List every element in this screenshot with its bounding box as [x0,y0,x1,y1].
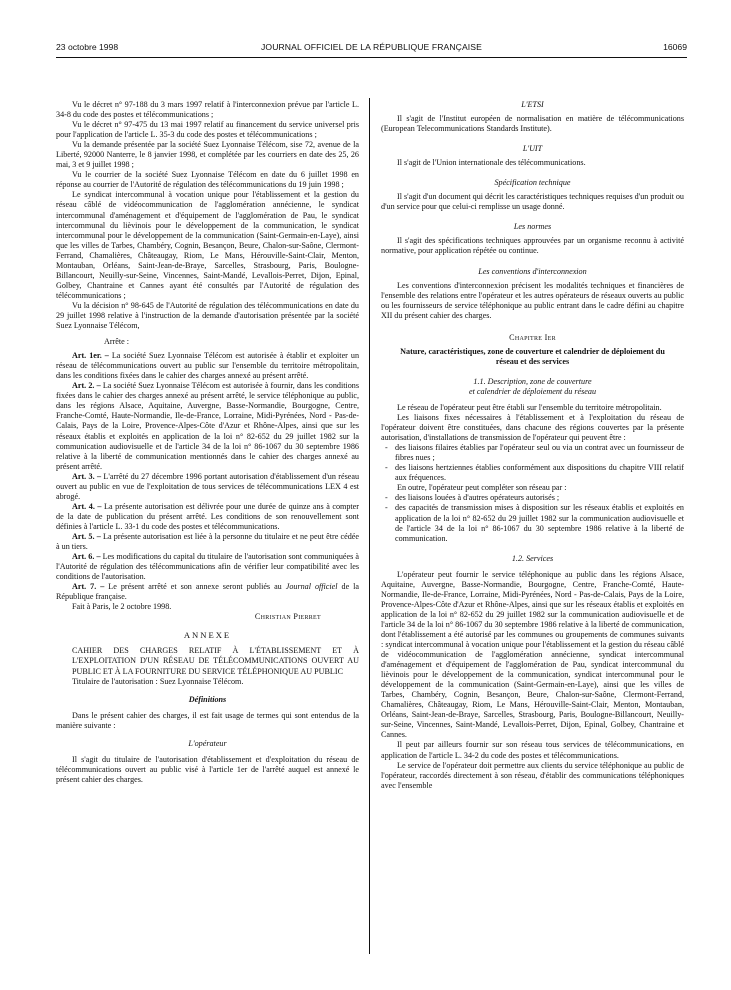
section-1-1-heading-line1: 1.1. Description, zone de couverture [473,376,592,386]
operateur-definition: Il s'agit du titulaire de l'autorisation d'établissement et d'exploitation du réseau de télécommunications ouvert au public visé à l'article 1er de l'arrêté auquel est annexé le présent cahier des charges. [56,754,359,784]
visa-paragraph: Vu la demande présentée par la société Suez Lyonnaise Télécom, sise 72, avenue de la Liberté, 92000 Nanterre, le 8 janvier 1998, et complétée par les courriers en date des 25, 26 mai, 3 et 9 juillet 1998 ; [56,140,359,170]
specification-definition: Il s'agit d'un document qui décrit les caractéristiques techniques requises d'un produit ou d'un service pour que celui-ci remplisse un usage donné. [381,192,684,212]
article-text: La présente autorisation est liée à la personne du titulaire et ne peut être cédée à un tiers. [56,531,359,552]
article-label: Art. 4. – [72,501,102,511]
article-2 [56,381,359,471]
section-1-2-heading: 1.2. Services [511,553,554,563]
column-divider [369,98,370,954]
header-page-number: 16069 [663,42,687,52]
uit-definition: Il s'agit de l'Union internationale des télécommunications. [397,158,586,168]
article-text: Les modifications du capital du titulaire de l'autorisation sont communiquées à l'Autorité de régulation des télécommunications afin de vérifier leur compatibilité avec les conditions de l'autorisation. [56,552,359,582]
cahier-des-charges-title: CAHIER DES CHARGES RELATIF À L'ÉTABLISSEMENT ET À L'EXPLOITATION D'UN RÉSEAU DE TÉLÉCOMMUNICATIONS OUVERT AU PUBLIC ET À LA FOURNITURE DU SERVICE TÉLÉPHONIQUE AU PUBLIC [72,646,359,676]
liaisons-list [381,443,684,483]
article-label: Art. 1er. – [72,351,109,361]
complements-list [381,493,684,543]
arrete-heading: Arrête : [104,337,130,347]
definitions-heading: Définitions [188,694,227,704]
list-item: - des liaisons hertziennes établies conformément aux dispositions du chapitre VIII relatif aux fréquences. [381,463,684,483]
etsi-definition: Il s'agit de l'Institut européen de normalisation en matière de télécommunications (European Telecommunications Standards Institute). [381,114,684,134]
section-1-1-heading-line2: et calendrier de déploiement du réseau [468,386,597,396]
visa-paragraph: Vu le décret n° 97-475 du 13 mai 1997 relatif au financement du service universel pris pour l'application de l'article L. 35-3 du code des postes et télécommunications ; [56,120,359,140]
body-paragraph: Les liaisons fixes nécessaires à l'établissement et à l'exploitation du réseau de l'opérateur doivent être constituées, dans chacune des régions couvertes par la présente autorisation, d'installations de transmission de l'opérateur qui peuvent être : [381,413,684,443]
etsi-heading: L'ETSI [521,100,544,109]
annexe-heading: ANNEXE [183,630,232,641]
article-text: L'arrêté du 27 décembre 1996 portant autorisation d'établissement d'un réseau ouvert au public en vue de l'exploitation de tous services de télécommunications LEX 4 est abrogé. [56,471,360,501]
body-paragraph: Le réseau de l'opérateur peut être établi sur l'ensemble du territoire métropolitain. [397,402,662,412]
conventions-definition: Les conventions d'interconnexion précisent les modalités techniques et financières de l'ensemble des relations entre l'opérateur et les autres opérateurs de réseaux ouverts au public ou les fournisseurs de service téléphonique au public entrant dans le cadre défini au chapitre XII du présent cahier des charges. [381,280,684,320]
signature: Christian Pierret [254,612,321,622]
fait-a-paris: Fait à Paris, le 2 octobre 1998. [72,602,172,612]
chapitre-heading: Chapitre Ier [509,332,556,342]
list-item: - des capacités de transmission mises à disposition sur les réseaux établis et exploités en application de la loi n° 82-652 du 29 juillet 1982 sur la communication audiovisuelle et de l'article 34 de la loi n° 86-1067 du 30 septembre 1986 relative à la liberté de communication. [381,503,684,543]
journal-officiel-italic: Journal officiel [285,582,338,592]
normes-heading: Les normes [513,222,552,232]
article-text: Le présent arrêté et son annexe seront publiés au [108,582,286,592]
article-text: La société Suez Lyonnaise Télécom est autorisée à fournir, dans les conditions fixées dans le cahier des charges annexé au présent arrêté, le service téléphonique au public, dans les régions Alsace, Aquitaine, Auvergne, Basse-Normandie, Bourgogne, Centre, Franche-Comté, Haute-Normandie, Ile-de-France, Lorraine, Midi-Pyrénées, Nord - Pas-de-Calais, Pays de la Loire, Provence-Alpes-Côte d'Azur et Rhône-Alpes, ainsi que sur les réseaux établis et exploités en application de la loi n° 82-652 du 29 juillet 1982 sur la communication audiovisuelle et de l'article 34 de la loi n° 86-1067 du 30 septembre 1986 relative à la liberté de communication mentionnés dans le cahier des charges annexé au présent arrêté. [56,381,360,471]
article-3 [56,472,359,502]
article-5 [56,532,359,552]
article-text: de la République française. [56,582,360,602]
article-label: Art. 7. – [72,582,105,592]
body-paragraph: En outre, l'opérateur peut compléter son réseau par : [397,483,567,493]
conventions-heading: Les conventions d'interconnexion [478,266,587,276]
visa-paragraph: Vu la décision n° 98-645 de l'Autorité de régulation des télécommunications en date du 29 juillet 1998 relative à l'instruction de la demande d'autorisation présentée par la société Suez Lyonnaise Télécom, [56,300,359,331]
body-paragraph: Le service de l'opérateur doit permettre aux clients du service téléphonique au public de l'opérateur, raccordés directement à son réseau, d'établir des communications téléphoniques avec l'ensemble [381,760,684,790]
uit-heading: L'UIT [522,144,543,154]
article-1 [56,351,359,381]
normes-definition: Il s'agit des spécifications techniques approuvées par un organisme reconnu à activité normative, pour application répétée ou continue. [381,236,684,256]
article-7 [56,582,359,602]
operateur-heading: L'opérateur [188,738,227,748]
titulaire-line: Titulaire de l'autorisation : Suez Lyonnaise Télécom. [72,676,244,686]
visa-paragraph: Vu le courrier de la société Suez Lyonnaise Télécom en date du 6 juillet 1998 en réponse au courrier de l'Autorité de régulation des télécommunications du 19 juin 1998 ; [56,170,359,190]
article-6 [56,552,359,582]
list-item: - des liaisons louées à d'autres opérateurs autorisés ; [381,493,684,503]
article-text: La présente autorisation est délivrée pour une durée de quinze ans à compter de la date de publication du présent arrêté. Les conditions de son renouvellement sont définies à l'article L. 33-1 du code des postes et télécommunications. [56,501,359,531]
article-label: Art. 5. – [72,531,101,541]
article-4 [56,502,359,532]
article-label: Art. 3. – [72,471,102,481]
page-header [56,40,687,56]
left-column [56,100,359,785]
header-journal-title: JOURNAL OFFICIEL DE LA RÉPUBLIQUE FRANÇAISE [261,42,482,52]
article-label: Art. 2. – [72,381,101,391]
specification-heading: Spécification technique [494,178,571,188]
body-paragraph: L'opérateur peut fournir le service téléphonique au public dans les régions Alsace, Aquitaine, Auvergne, Basse-Normandie, Bourgogne, Centre, Franche-Comté, Haute-Normandie, Ile-de-France, Lorraine, Midi-Pyrénées, Nord - Pas-de-Calais, Pays de la Loire, Provence-Alpes-Côte d'Azur et Rhône-Alpes, ainsi que sur les réseaux établis et exploités en application de la loi n° 82-652 du 29 juillet 1982 sur la communication audiovisuelle et de l'article 34 de la loi n° 86-1067 du 30 septembre 1986 relative à la liberté de communication, dont l'établissement a été autorisé par les communes ou groupements de communes suivants : syndicat intercommunal à vocation unique pour l'établissement et la gestion du réseau câblé de vidéocommunication de l'agglomération annécienne, syndicat intercommunal d'aménagement et d'équipement de l'agglomération de Pau, syndicat intercommunal du lièvinois pour le développement de la communication, syndicat intercommunal pour le développement de la communication (Saint-Germain-en-Laye), ainsi que les villes de Tarbes, Chambéry, Cognin, Besançon, Beure, Chalon-sur-Saône, Clermont-Ferrand, Chamalières, Châteaugay, Riom, Le Mans, Hérouville-Saint-Clair, Menton, Montauban, Orléans, Saint-Jean-de-Braye, Sarcelles, Strasbourg, Paris, Boulogne-Billancourt, Neuilly-sur-Seine, Vincennes, Saint-Mandé, Levallois-Perret, Dijon, Epinal, Golbey, Chantraine et Cannes. [381,569,684,740]
article-text: La société Suez Lyonnaise Télécom est autorisée à établir et exploiter un réseau de télécommunications ouvert au public sur l'ensemble du territoire métropolitain, dans les conditions fixées dans le cahier des charges annexé au présent arrêté. [56,351,360,381]
definitions-intro: Dans le présent cahier des charges, il est fait usage de termes qui sont entendus de la manière suivante : [56,710,359,730]
chapitre-title: Nature, caractéristiques, zone de couverture et calendrier de déploiement du réseau et des services [400,346,665,366]
header-date: 23 octobre 1998 [56,42,119,52]
visa-paragraph: Le syndicat intercommunal à vocation unique pour l'établissement et la gestion du réseau câblé de vidéocommunication de l'agglomération annécienne, le syndicat intercommunal d'aménagement et d'équipement de l'agglomération de Pau, le syndicat intercommunal du lièvinois pour le développement de la communication, le syndicat intercommunal pour le développement de la communication (Saint-Germain-en-Laye), ainsi que les villes de Tarbes, Chambéry, Cognin, Besançon, Beure, Chalon-sur-Saône, Clermont-Ferrand, Chamalières, Châteaugay, Riom, Le Mans, Hérouville-Saint-Clair, Menton, Montauban, Orléans, Saint-Jean-de-Braye, Sarcelles, Strasbourg, Paris, Boulogne-Billancourt, Neuilly-sur-Seine, Vincennes, Saint-Mandé, Levallois-Perret, Dijon, Epinal, Golbey, Chantraine et Cannes ayant été consultés par l'Autorité de régulation des télécommunications ; [56,190,359,300]
visa-paragraph: Vu le décret n° 97-188 du 3 mars 1997 relatif à l'interconnexion prévue par l'article L. 34-8 du code des postes et télécommunications ; [56,100,359,120]
article-label: Art. 6. – [72,552,101,562]
header-rule [56,57,687,58]
list-item: - des liaisons filaires établies par l'opérateur seul ou via un contrat avec un fournisseur de fibres nues ; [381,443,684,463]
right-column [381,100,684,791]
body-paragraph: Il peut par ailleurs fournir sur son réseau tous services de télécommunications, en application de l'article L. 34-2 du code des postes et télécommunications. [381,740,684,760]
